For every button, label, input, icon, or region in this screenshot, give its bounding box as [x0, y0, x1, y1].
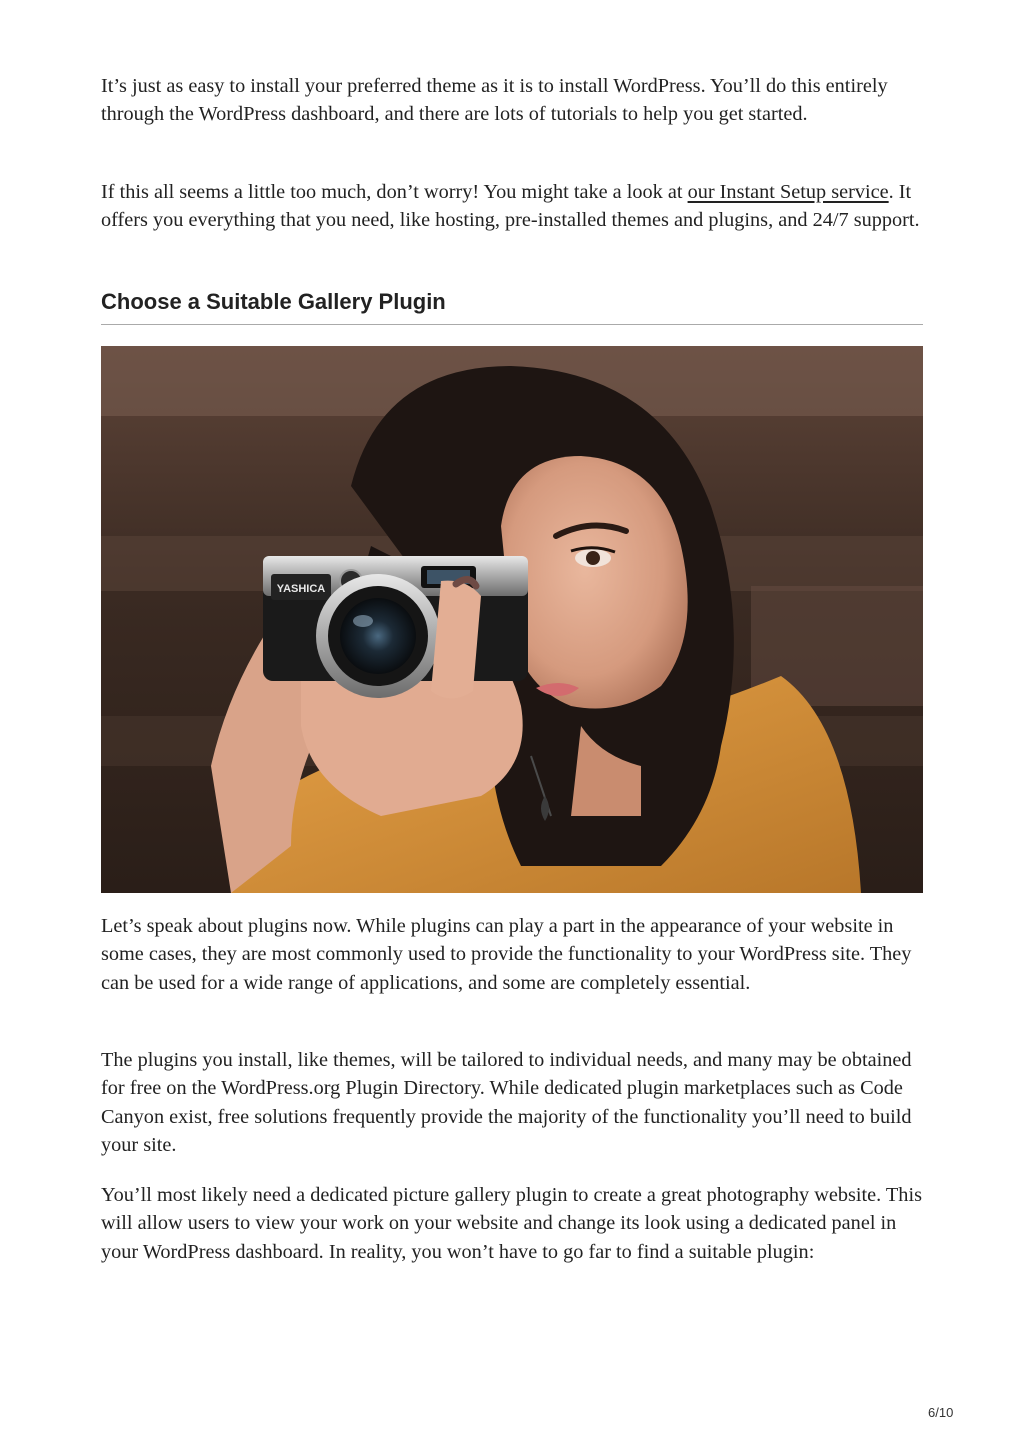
intro-paragraph: It’s just as easy to install your preferred theme as it is to install WordPress. You’ll do this entirely through the WordPress dashboard, and there are lots of tutorials to help you get started. — [101, 75, 888, 126]
gallery-plugin-paragraph: You’ll most likely need a dedicated picture gallery plugin to create a great photography website. This will allow users to view your work on your website and change its look using a dedicated panel in your WordPress dashboard. In reality, you won’t have to go far to find a suitable plugin: — [101, 1184, 922, 1263]
instant-setup-link[interactable]: our Instant Setup service — [687, 181, 889, 203]
section-heading: Choose a Suitable Gallery Plugin — [101, 289, 446, 314]
plugins-directory-paragraph: The plugins you install, like themes, will be tailored to individual needs, and many may be obtained for free on the WordPress.org Plugin Directory. While dedicated plugin marketplaces such as Code Canyon exist, free solutions frequently provide the majority of the functionality you’ll need to build your site. — [101, 1049, 912, 1156]
photographer-photo — [101, 346, 923, 893]
heading-divider — [101, 324, 923, 325]
paragraph-text-before-link: If this all seems a little too much, don’t worry! You might take a look at — [101, 181, 688, 203]
instant-setup-paragraph — [101, 178, 923, 235]
plugins-intro-paragraph: Let’s speak about plugins now. While plugins can play a part in the appearance of your website in some cases, they are most commonly used to provide the functionality to your WordPress site. They can be used for a wide range of applications, and some are completely essential. — [101, 915, 912, 994]
camera-brand-label: YASHICA — [276, 583, 326, 595]
paragraph-text-after-link: . It offers you everything that you need, like hosting, pre-installed themes and plugins, and 24/7 support. — [101, 181, 920, 232]
page-number: 6/10 — [928, 1405, 954, 1420]
